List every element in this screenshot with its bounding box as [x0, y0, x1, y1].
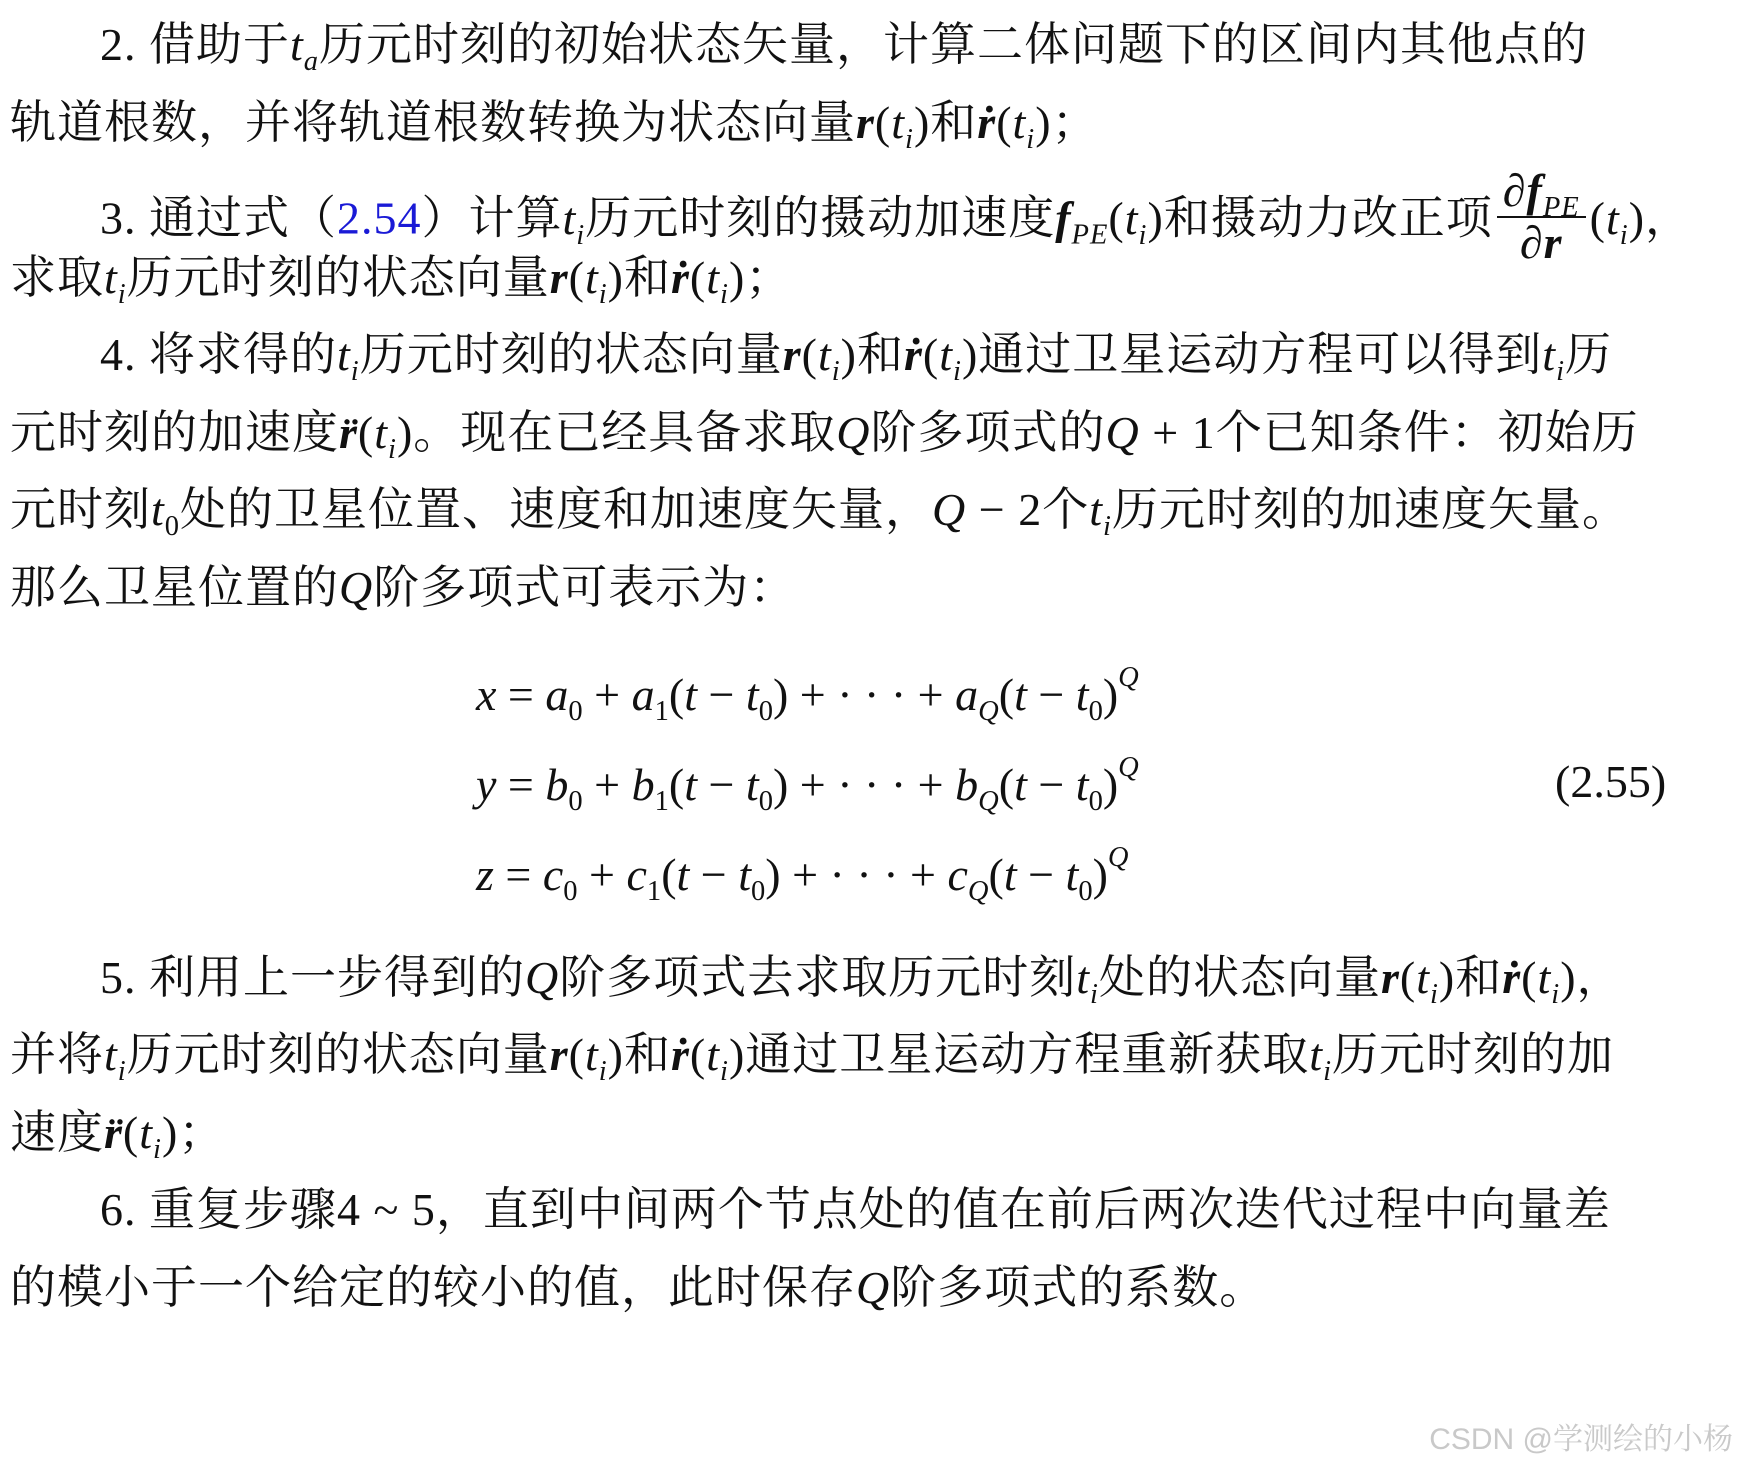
text-run: ，: [1645, 192, 1693, 244]
equation-reference-link[interactable]: 2.54: [337, 192, 422, 244]
text-run: 那么卫星位置的: [10, 562, 339, 613]
step-2-line-1: 2. 借助于$t_a$历元时刻的初始状态矢量，计算二体问题下的区间内其他点的: [100, 19, 1589, 77]
text-run: ；: [745, 252, 793, 303]
step-2-line-2: 轨道根数，并将轨道根数转换为状态向量$r(t_i)$和$ṙ(t_i)$；: [10, 97, 1099, 155]
step-3-line-2: 求取$t_i$历元时刻的状态向量$r(t_i)$和$ṙ(t_i)$；: [10, 252, 793, 310]
text-run: 和: [857, 329, 904, 380]
text-run: 的模小于一个给定的较小的值，此时保存: [10, 1262, 856, 1313]
step-6-line-2: 的模小于一个给定的较小的值，此时保存Q阶多项式的系数。: [10, 1262, 1267, 1313]
text-run: 历元时刻的状态向量: [126, 252, 550, 303]
text-run: 求取: [10, 252, 104, 303]
text-run: 阶多项式的系数。: [890, 1262, 1267, 1313]
step-4-line-2: 元时刻的加速度$r̈(t_i)$。现在已经具备求取Q阶多项式的Q + 1个已知条件：初始历: [10, 407, 1639, 465]
equation-z: $z = c_0 + c_1(t - t_0)$ + · · · + $c_Q(t - t_0)^Q$: [476, 841, 1129, 907]
text-run: ，: [1576, 952, 1624, 1003]
text-run: 通过卫星运动方程重新获取: [745, 1029, 1310, 1080]
step-4-line-1: 4. 将求得的$t_i$历元时刻的状态向量$r(t_i)$和$ṙ(t_i)$通过卫星运动方程可以得到$t_i$历: [100, 329, 1612, 387]
partial-derivative-fraction: $\frac{\partial f_{PE}}{\partial r}$: [1497, 166, 1586, 268]
text-run: 速度: [10, 1107, 104, 1158]
step-5-line-2: 并将$t_i$历元时刻的状态向量$r(t_i)$和$ṙ(t_i)$通过卫星运动方程重新获取$t_i$历元时刻的加: [10, 1029, 1614, 1087]
text-run: 元时刻: [10, 484, 151, 535]
text-run: 历元时刻的状态向量: [359, 329, 783, 380]
text-run: 。现在已经具备求取: [413, 407, 837, 458]
text-run: 个已知条件：初始历: [1215, 407, 1639, 458]
text-run: 历元时刻的初始状态矢量，计算二体问题下的区间内其他点的: [319, 19, 1589, 70]
text-run: ；: [178, 1107, 226, 1158]
text-run: 和: [624, 252, 671, 303]
text-run: 个: [1042, 484, 1090, 535]
equation-x: $x = a_0 + a_1(t - t_0)$ + · · · + $a_Q(t - t_0)^Q$: [476, 661, 1139, 727]
equation-number: (2.55): [1555, 756, 1667, 807]
step-5-line-3: 速度$r̈(t_i)$；: [10, 1107, 226, 1165]
text-run: 历元时刻的加速度矢量。: [1111, 484, 1629, 535]
text-run: 阶多项式去求取历元时刻: [559, 952, 1077, 1003]
text-run: 轨道根数，并将轨道根数转换为状态向量: [10, 97, 856, 148]
text-run: 5. 利用上一步得到的: [100, 952, 525, 1003]
text-run: 2. 借助于: [100, 19, 290, 70]
text-run: 4. 将求得的: [100, 329, 337, 380]
text-run: ）计算: [421, 192, 563, 244]
text-run: 历元时刻的加: [1332, 1029, 1614, 1080]
text-run: 并将: [10, 1029, 104, 1080]
step-5-line-1: 5. 利用上一步得到的Q阶多项式去求取历元时刻$t_i$处的状态向量$r(t_i)$和$ṙ(t_i)$，: [100, 952, 1624, 1010]
text-run: 元时刻的加速度: [10, 407, 339, 458]
text-run: 和: [1455, 952, 1503, 1003]
text-run: 和摄动力改正项: [1163, 192, 1493, 244]
text-run: 6. 重复步骤4 ~ 5，直到中间两个节点处的值在前后两次迭代过程中向量差: [100, 1184, 1611, 1235]
text-run: 通过卫星运动方程可以得到: [978, 329, 1543, 380]
step-4-line-4: 那么卫星位置的Q阶多项式可表示为：: [10, 562, 797, 613]
step-6-line-1: [100, 1182, 1735, 1238]
text-run: 历元时刻的状态向量: [126, 1029, 550, 1080]
text-run: 3. 通过式（: [100, 192, 337, 244]
csdn-watermark: CSDN @学测绘的小杨: [1429, 1423, 1733, 1456]
text-run: 历: [1565, 329, 1612, 380]
text-run: ；: [1051, 97, 1099, 148]
step-3-line-1: 3. 通过式（2.54）计算$t_i$历元时刻的摄动加速度$f_{PE}(t_i)$和摄动力改正项 $\frac{\partial f_{PE}}{\partial r}$ $(t_i)$，: [100, 165, 1693, 268]
step-4-line-3: 元时刻$t_0$处的卫星位置、速度和加速度矢量，Q − 2个$t_i$历元时刻的加速度矢量。: [10, 484, 1629, 542]
text-run: 阶多项式可表示为：: [373, 562, 797, 613]
text-run: 历元时刻的摄动加速度: [585, 192, 1056, 244]
equation-y: $y = b_0 + b_1(t - t_0)$ + · · · + $b_Q(t - t_0)^Q$: [476, 751, 1139, 817]
text-run: 和: [624, 1029, 671, 1080]
text-run: 处的状态向量: [1098, 952, 1381, 1003]
text-run: 和: [930, 97, 978, 148]
text-run: 阶多项式的: [870, 407, 1106, 458]
text-run: 处的卫星位置、速度和加速度矢量，: [180, 484, 933, 535]
